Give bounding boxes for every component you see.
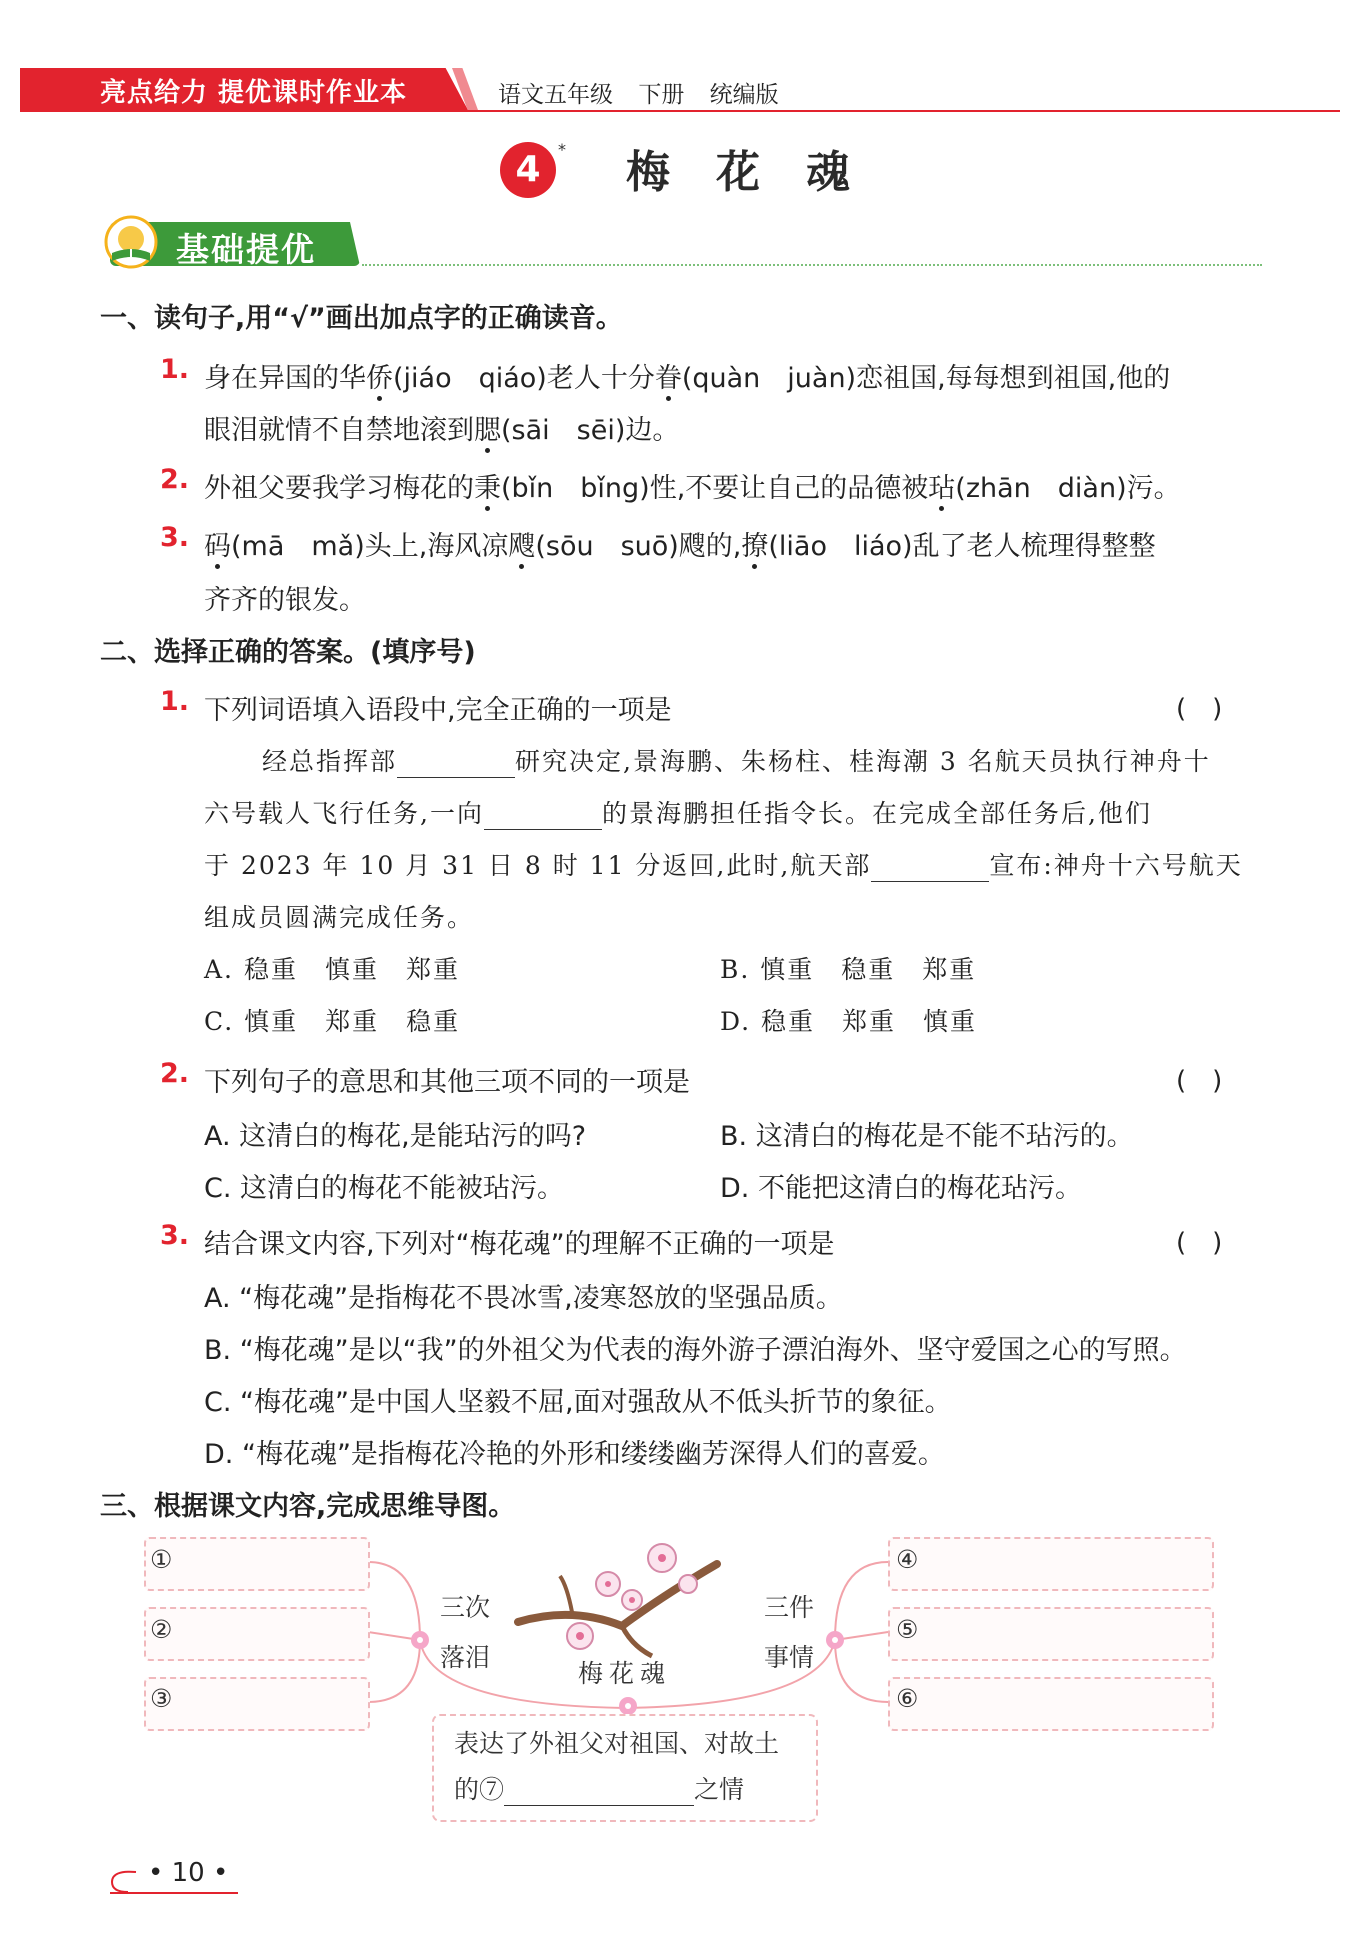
section-divider	[362, 264, 1262, 266]
mindmap-box-6[interactable]	[888, 1677, 1214, 1731]
p1-q3-number: 3.	[160, 522, 190, 553]
part3-heading: 三、根据课文内容,完成思维导图。	[100, 1491, 516, 1522]
volume-label: 下册	[638, 82, 685, 108]
p2-q1-option-b[interactable]: B. 慎重 稳重 郑重	[720, 955, 977, 984]
lesson-number-badge: 4	[500, 142, 556, 198]
p2-q2-number: 2.	[160, 1058, 190, 1089]
right-branch-label-1: 三件	[764, 1593, 815, 1622]
box-4-label: ④	[896, 1545, 919, 1574]
box-2-label: ②	[150, 1615, 173, 1644]
p2-q2-option-c[interactable]: C. 这清白的梅花不能被玷污。	[204, 1173, 565, 1204]
header-subject-line	[498, 76, 779, 109]
p2-q3-answer-paren[interactable]: ( )	[1176, 1228, 1223, 1258]
plum-blossom-icon	[512, 1536, 722, 1666]
p1-q3-line2: 齐齐的银发。	[204, 585, 366, 616]
globe-book-icon	[104, 215, 158, 271]
box-3-label: ③	[150, 1684, 173, 1713]
p2-q2-stem: 下列句子的意思和其他三项不同的一项是	[204, 1067, 690, 1098]
p1-q1-number: 1.	[160, 354, 190, 385]
edition-label: 统编版	[709, 82, 779, 108]
p2-q1-passage-line2: 六号载人飞行任务,一向 的景海鹏担任指令长。在完成全部任务后,他们	[204, 799, 1152, 828]
p1-q2-number: 2.	[160, 464, 190, 495]
series-title: 亮点给力 提优课时作业本	[100, 78, 408, 108]
box-6-label: ⑥	[896, 1684, 919, 1713]
blank-2[interactable]	[484, 801, 602, 830]
box-5-label: ⑤	[896, 1615, 919, 1644]
p2-q3-stem: 结合课文内容,下列对“梅花魂”的理解不正确的一项是	[204, 1229, 835, 1260]
p2-q1-option-a[interactable]: A. 稳重 慎重 郑重	[204, 955, 460, 984]
lesson-star: *	[558, 140, 566, 159]
footer-swoosh	[108, 1868, 138, 1894]
part2-heading: 二、选择正确的答案。(填序号)	[100, 637, 476, 668]
p1-q1-line2: 眼泪就情不自禁地滚到腮(sāi sēi)边。	[204, 415, 680, 446]
right-branch-label-2: 事情	[764, 1643, 815, 1672]
p2-q1-stem: 下列词语填入语段中,完全正确的一项是	[204, 695, 672, 726]
mindmap-center: 梅花魂	[578, 1659, 672, 1688]
p2-q1-option-c[interactable]: C. 慎重 郑重 稳重	[204, 1007, 461, 1036]
p1-q3-line1: 码(mā mǎ)头上,海风凉飕(sōu suō)飕的,撩(liāo liáo)乱了老人梳理得整整	[204, 531, 1156, 562]
p2-q1-number: 1.	[160, 686, 190, 717]
p2-q3-number: 3.	[160, 1220, 190, 1251]
p2-q3-option-c[interactable]: C. “梅花魂”是中国人坚毅不屈,面对强敌从不低头折节的象征。	[204, 1387, 952, 1418]
p2-q2-option-a[interactable]: A. 这清白的梅花,是能玷污的吗?	[204, 1121, 587, 1152]
mindmap-box-5[interactable]	[888, 1607, 1214, 1661]
lesson-title: 梅花魂	[626, 147, 896, 198]
page-number: • 10 •	[148, 1858, 229, 1888]
mindmap-box-4[interactable]	[888, 1537, 1214, 1591]
left-branch-label-1: 三次	[440, 1593, 491, 1622]
blank-7[interactable]	[504, 1779, 694, 1806]
p2-q3-option-b[interactable]: B. “梅花魂”是以“我”的外祖父为代表的海外游子漂泊海外、坚守爱国之心的写照。	[204, 1335, 1187, 1366]
p2-q1-passage-line3: 于 2023 年 10 月 31 日 8 时 11 分返回,此时,航天部 宣布:神舟十六号航天	[204, 851, 1243, 880]
p2-q2-option-b[interactable]: B. 这清白的梅花是不能不玷污的。	[720, 1121, 1134, 1152]
blank-3[interactable]	[871, 853, 989, 882]
summary-line-2: 的⑦ 之情	[454, 1775, 745, 1804]
part1-heading: 一、读句子,用“√”画出加点字的正确读音。	[100, 303, 623, 334]
footer-rule	[110, 1892, 238, 1894]
p2-q2-option-d[interactable]: D. 不能把这清白的梅花玷污。	[720, 1173, 1082, 1204]
left-branch-label-2: 落泪	[440, 1643, 491, 1672]
p1-q1-line1: 身在异国的华侨(jiáo qiáo)老人十分眷(quàn juàn)恋祖国,每每想到祖国,他的	[204, 363, 1171, 394]
mindmap-box-2[interactable]	[144, 1607, 370, 1661]
blank-1[interactable]	[397, 749, 515, 778]
p2-q3-option-a[interactable]: A. “梅花魂”是指梅花不畏冰雪,凌寒怒放的坚强品质。	[204, 1283, 843, 1314]
p2-q3-option-d[interactable]: D. “梅花魂”是指梅花冷艳的外形和缕缕幽芳深得人们的喜爱。	[204, 1439, 945, 1470]
mindmap-box-3[interactable]	[144, 1677, 370, 1731]
p1-q2-line1: 外祖父要我学习梅花的秉(bǐn bǐng)性,不要让自己的品德被玷(zhān diàn)污。	[204, 473, 1181, 504]
p2-q2-answer-paren[interactable]: ( )	[1176, 1066, 1223, 1096]
p2-q1-option-d[interactable]: D. 稳重 郑重 慎重	[720, 1007, 978, 1036]
p2-q1-answer-paren[interactable]: ( )	[1176, 694, 1223, 724]
p2-q1-passage-line1: 经总指挥部 研究决定,景海鹏、朱杨柱、桂海潮 3 名航天员执行神舟十	[262, 747, 1211, 776]
header-rule	[20, 110, 1340, 112]
section-title: 基础提优	[176, 230, 316, 269]
p2-q1-passage-line4: 组成员圆满完成任务。	[204, 903, 475, 932]
mindmap-box-1[interactable]	[144, 1537, 370, 1591]
box-1-label: ①	[150, 1545, 173, 1574]
subject-label: 语文五年级	[498, 82, 613, 108]
summary-line-1: 表达了外祖父对祖国、对故土	[454, 1729, 780, 1758]
